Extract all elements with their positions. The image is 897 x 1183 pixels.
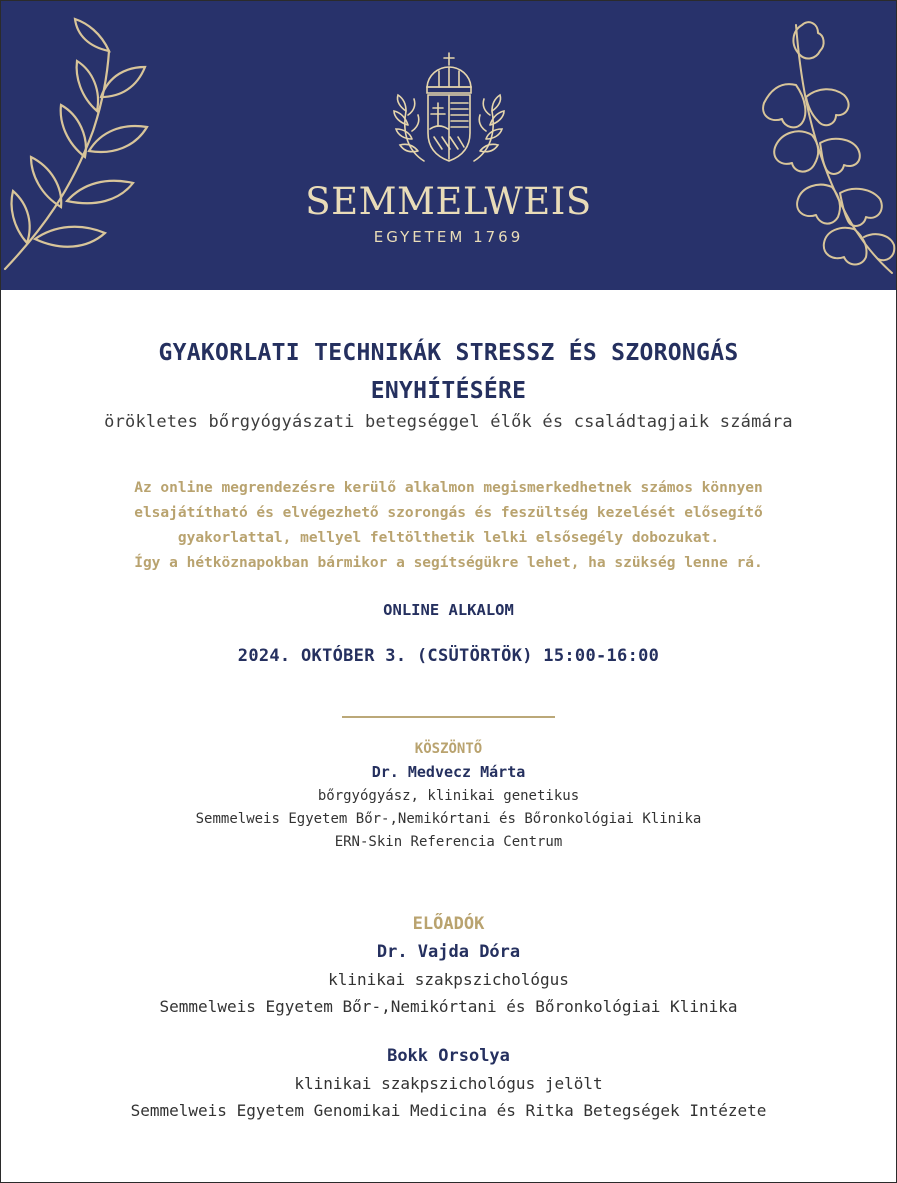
speaker-institution: Semmelweis Egyetem Bőr-,Nemikórtani és Bőronkológiai Klinika <box>159 997 738 1016</box>
coat-of-arms-icon <box>384 51 514 177</box>
welcome-speaker-institution: Semmelweis Egyetem Bőr-,Nemikórtani és Bőronkológiai Klinika <box>195 811 702 827</box>
event-title-line: ENYHÍTÉSÉRE <box>370 378 527 404</box>
university-name: SEMMELWEIS <box>305 180 592 223</box>
section-divider <box>342 716 555 718</box>
speaker-entry <box>1 1046 896 1124</box>
university-logo <box>1 51 896 246</box>
speaker-name: Bokk Orsolya <box>387 1046 510 1066</box>
event-format: ONLINE ALKALOM <box>383 601 514 619</box>
description-line: elsajátítható és elvégezhető szorongás és feszültség kezelését elősegítő <box>134 505 763 521</box>
description-line: Az online megrendezésre kerülő alkalmon megismerkedhetnek számos könnyen <box>134 480 763 496</box>
event-title-line: GYAKORLATI TECHNIKÁK STRESSZ ÉS SZORONGÁS <box>158 340 739 366</box>
description-line: gyakorlattal, mellyel feltölthetik lelki elsősegély dobozukat. <box>177 530 720 546</box>
welcome-speaker-role: bőrgyógyász, klinikai genetikus <box>317 788 580 804</box>
header-banner <box>1 1 896 290</box>
speaker-entry <box>1 942 896 1020</box>
event-subtitle: örökletes bőrgyógyászati betegséggel élők és családtagjaik számára <box>104 412 793 432</box>
event-description <box>31 476 866 576</box>
flyer-content <box>1 334 896 1124</box>
speaker-role: klinikai szakpszichológus <box>328 970 569 989</box>
welcome-speaker-name: Dr. Medvecz Márta <box>371 763 526 781</box>
speaker-role: klinikai szakpszichológus jelölt <box>294 1074 603 1093</box>
description-line: Így a hétköznapokban bármikor a segítségükre lehet, ha szükség lenne rá. <box>134 555 763 571</box>
event-title <box>41 334 856 410</box>
speaker-name: Dr. Vajda Dóra <box>376 942 521 962</box>
welcome-speaker-center: ERN-Skin Referencia Centrum <box>334 834 563 850</box>
event-datetime: 2024. OKTÓBER 3. (CSÜTÖRTÖK) 15:00-16:00 <box>237 646 660 666</box>
welcome-heading: KÖSZÖNTŐ <box>414 741 483 757</box>
university-subtitle: EGYETEM 1769 <box>373 228 524 246</box>
speakers-heading: ELŐADÓK <box>412 914 485 934</box>
speaker-institution: Semmelweis Egyetem Genomikai Medicina és Ritka Betegségek Intézete <box>130 1101 767 1120</box>
